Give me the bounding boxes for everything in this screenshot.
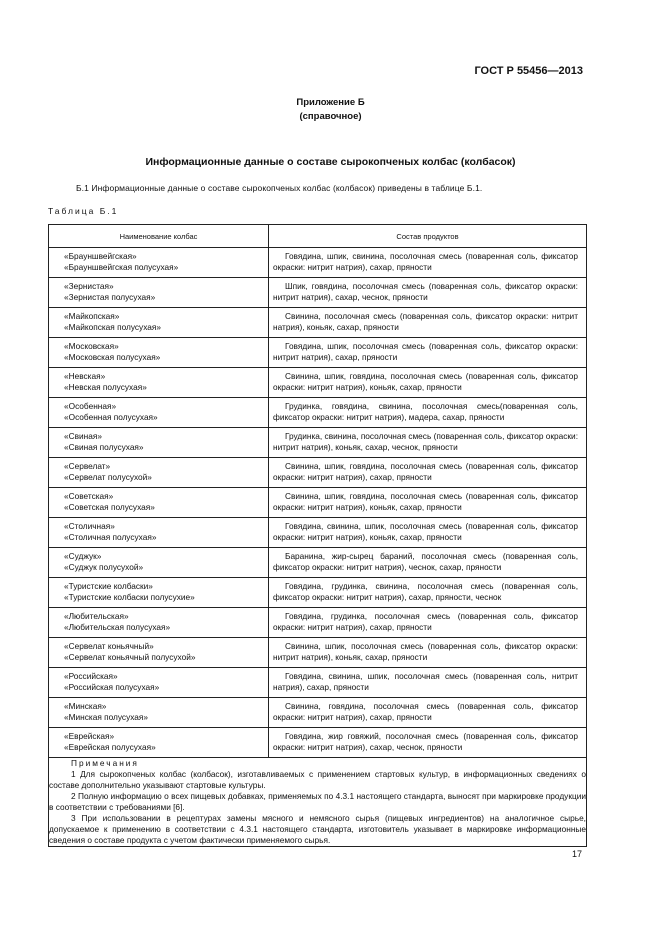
- sausage-name: «Еврейская»: [64, 731, 115, 741]
- sausage-name-cell: [49, 728, 269, 758]
- sausage-name-cell: [49, 368, 269, 398]
- table-row: [49, 698, 587, 728]
- sausage-name-cell: [49, 608, 269, 638]
- table-row: [49, 278, 587, 308]
- sausage-name: «Сервелат»: [64, 461, 111, 471]
- sausage-name-cell: [49, 308, 269, 338]
- composition-cell: [269, 458, 587, 488]
- table-row: [49, 518, 587, 548]
- intro-paragraph: Б.1 Информационные данные о составе сырокопченых колбас (колбасок) приведены в таблице Б.1.: [76, 183, 483, 193]
- sausage-name-cell: [49, 668, 269, 698]
- sausage-name: «Любительская»: [64, 611, 129, 621]
- sausage-name-semidry: «Невская полусухая»: [64, 382, 147, 392]
- sausage-name-cell: [49, 428, 269, 458]
- composition-text: Говядина, свинина, шпик, посолочная смесь (поваренная соль, фиксатор окраски: нитрит натрия), коньяк, сахар, пряности: [273, 521, 578, 542]
- sausage-name: «Брауншвейгская»: [64, 251, 137, 261]
- table-row: [49, 338, 587, 368]
- table-row: [49, 248, 587, 278]
- composition-cell: [269, 578, 587, 608]
- page-number: 17: [572, 849, 583, 859]
- sausage-name-semidry: «Любительская полусухая»: [64, 622, 171, 632]
- table-row: [49, 488, 587, 518]
- composition-text: Свинина, шпик, говядина, посолочная смесь (поваренная соль, фиксатор окраски: нитрит натрия), коньяк, сахар, пряности: [273, 371, 578, 392]
- standard-number: ГОСТ Р 55456—2013: [474, 65, 583, 77]
- table-row: [49, 728, 587, 758]
- notes-heading: Примечания: [71, 758, 139, 768]
- composition-cell: [269, 248, 587, 278]
- sausage-name: «Особенная»: [64, 401, 117, 411]
- sausage-name: «Московская»: [64, 341, 119, 351]
- sausage-name-cell: [49, 698, 269, 728]
- table-row: [49, 458, 587, 488]
- composition-cell: [269, 608, 587, 638]
- sausage-name-semidry: «Минская полусухая»: [64, 712, 149, 722]
- sausage-name-semidry: «Брауншвейгская полусухая»: [64, 262, 179, 272]
- sausage-name-semidry: «Особенная полусухая»: [64, 412, 158, 422]
- composition-text: Свинина, говядина, посолочная смесь (поваренная соль, фиксатор окраски: нитрит натрия), сахар, пряности: [273, 701, 578, 722]
- sausage-name: «Минская»: [64, 701, 107, 711]
- sausage-name-cell: [49, 488, 269, 518]
- sausage-name: «Майкопская»: [64, 311, 120, 321]
- note-2: 2 Полную информацию о всех пищевых добавках, применяемых по 4.3.1 настоящего стандарта, выносят при маркировке продукции в соответствии с требованиями [6].: [49, 791, 586, 812]
- composition-cell: [269, 728, 587, 758]
- composition-text: Говядина, шпик, посолочная смесь (поваренная соль, фиксатор окраски: нитрит натрия), сахар, пряности: [273, 341, 578, 362]
- table-row: [49, 428, 587, 458]
- sausage-name-semidry: «Московская полусухая»: [64, 352, 161, 362]
- composition-cell: [269, 518, 587, 548]
- composition-text: Грудинка, говядина, свинина, посолочная смесь(поваренная соль, фиксатор окраски: нитрит натрия), мадера, сахар, пряности: [273, 401, 578, 422]
- note-1: 1 Для сырокопченых колбас (колбасок), изготавливаемых с применением стартовых культур, в информационных сведениях о составе дополнительно указывают стартовые культуры.: [49, 769, 586, 790]
- sausage-name-semidry: «Сервелат коньячный полусухой»: [64, 652, 196, 662]
- sausage-name-cell: [49, 458, 269, 488]
- table-row: [49, 308, 587, 338]
- sausage-name: «Туристские колбаски»: [64, 581, 153, 591]
- table-row: [49, 578, 587, 608]
- composition-text: Говядина, шпик, свинина, посолочная смесь (поваренная соль, фиксатор окраски: нитрит натрия), сахар, пряности: [273, 251, 578, 272]
- sausage-name-cell: [49, 578, 269, 608]
- table-row: [49, 668, 587, 698]
- sausage-name-semidry: «Свиная полусухая»: [64, 442, 144, 452]
- composition-cell: [269, 368, 587, 398]
- sausage-name-semidry: «Российская полусухая»: [64, 682, 160, 692]
- sausage-name: «Российская»: [64, 671, 118, 681]
- sausage-name-semidry: «Сервелат полусухой»: [64, 472, 152, 482]
- note-3: 3 При использовании в рецептурах замены мясного и немясного сырья (пищевых ингредиентов) на аналогичное сырье, допускаемое к применению в соответствии с 4.3.1 настоящего стандарта, изготовитель указывает в маркировке информационные сведения о составе продукта с учетом фактически применяемого сырья.: [49, 813, 586, 845]
- header-sausage-name: Наименование колбас: [49, 225, 269, 248]
- appendix-title: Приложение Б: [296, 97, 365, 108]
- sausage-name-cell: [49, 248, 269, 278]
- sausage-name: «Свиная»: [64, 431, 102, 441]
- composition-cell: [269, 278, 587, 308]
- composition-text: Грудинка, свинина, посолочная смесь (поваренная соль, фиксатор окраски: нитрит натрия), коньяк, сахар, чеснок, пряности: [273, 431, 578, 452]
- header-composition: Состав продуктов: [269, 225, 587, 248]
- notes-row: [49, 758, 587, 847]
- sausage-name-cell: [49, 518, 269, 548]
- composition-text: Баранина, жир-сырец бараний, посолочная смесь (поваренная соль, фиксатор окраски: нитрит натрия), чеснок, сахар, пряности: [273, 551, 578, 572]
- table-row: [49, 368, 587, 398]
- table-row: [49, 398, 587, 428]
- table-row: [49, 608, 587, 638]
- composition-text: Говядина, грудинка, свинина, посолочная смесь (поваренная соль, фиксатор окраски: нитрит натрия), сахар, пряности, чеснок: [273, 581, 578, 602]
- composition-cell: [269, 428, 587, 458]
- composition-text: Говядина, свинина, шпик, посолочная смесь (поваренная соль, нитрит натрия), сахар, пряности: [273, 671, 578, 692]
- sausage-name: «Зернистая»: [64, 281, 114, 291]
- composition-cell: [269, 338, 587, 368]
- table-label: Таблица Б.1: [48, 206, 119, 216]
- sausage-name-semidry: «Туристские колбаски полусухие»: [64, 592, 195, 602]
- sausage-name-cell: [49, 398, 269, 428]
- document-title: Информационные данные о составе сырокопченых колбас (колбасок): [145, 156, 516, 168]
- composition-cell: [269, 548, 587, 578]
- sausage-name-cell: [49, 548, 269, 578]
- composition-text: Свинина, посолочная смесь (поваренная соль, фиксатор окраски: нитрит натрия), коньяк, сахар, пряности: [273, 311, 578, 332]
- sausage-name-cell: [49, 338, 269, 368]
- table-row: [49, 638, 587, 668]
- composition-text: Свинина, шпик, говядина, посолочная смесь (поваренная соль, фиксатор окраски: нитрит натрия), сахар, пряности: [273, 461, 578, 482]
- composition-text: Свинина, шпик, посолочная смесь (поваренная соль, фиксатор окраски: нитрит натрия), коньяк, сахар, пряности: [273, 641, 578, 662]
- sausage-name-cell: [49, 638, 269, 668]
- composition-cell: [269, 638, 587, 668]
- sausage-name: «Суджук»: [64, 551, 102, 561]
- sausage-name: «Столичная»: [64, 521, 115, 531]
- composition-cell: [269, 668, 587, 698]
- sausage-name-semidry: «Суджук полусухой»: [64, 562, 144, 572]
- appendix-type: (справочное): [299, 111, 362, 122]
- composition-text: Свинина, шпик, говядина, посолочная смесь (поваренная соль, фиксатор окраски: нитрит натрия), коньяк, сахар, пряности: [273, 491, 578, 512]
- sausage-name-semidry: «Столичная полусухая»: [64, 532, 157, 542]
- composition-cell: [269, 488, 587, 518]
- appendix-heading: [0, 96, 661, 124]
- sausage-name-semidry: «Советская полусухая»: [64, 502, 155, 512]
- sausage-name-semidry: «Майкопская полусухая»: [64, 322, 161, 332]
- sausage-name-cell: [49, 278, 269, 308]
- composition-cell: [269, 398, 587, 428]
- table-header-row: [49, 225, 587, 248]
- composition-text: Говядина, жир говяжий, посолочная смесь (поваренная соль, фиксатор окраски: нитрит натрия), сахар, чеснок, пряности: [273, 731, 578, 752]
- sausage-name-semidry: «Еврейская полусухая»: [64, 742, 156, 752]
- table-row: [49, 548, 587, 578]
- sausage-name: «Советская»: [64, 491, 114, 501]
- composition-text: Говядина, грудинка, посолочная смесь (поваренная соль, фиксатор окраски: нитрит натрия), сахар, пряности: [273, 611, 578, 632]
- composition-table: [48, 224, 587, 847]
- notes-cell: [49, 758, 587, 847]
- sausage-name: «Невская»: [64, 371, 106, 381]
- composition-cell: [269, 698, 587, 728]
- composition-text: Шпик, говядина, посолочная смесь (поваренная соль, фиксатор окраски: нитрит натрия), сахар, чеснок, пряности: [273, 281, 578, 302]
- sausage-name-semidry: «Зернистая полусухая»: [64, 292, 156, 302]
- sausage-name: «Сервелат коньячный»: [64, 641, 154, 651]
- composition-cell: [269, 308, 587, 338]
